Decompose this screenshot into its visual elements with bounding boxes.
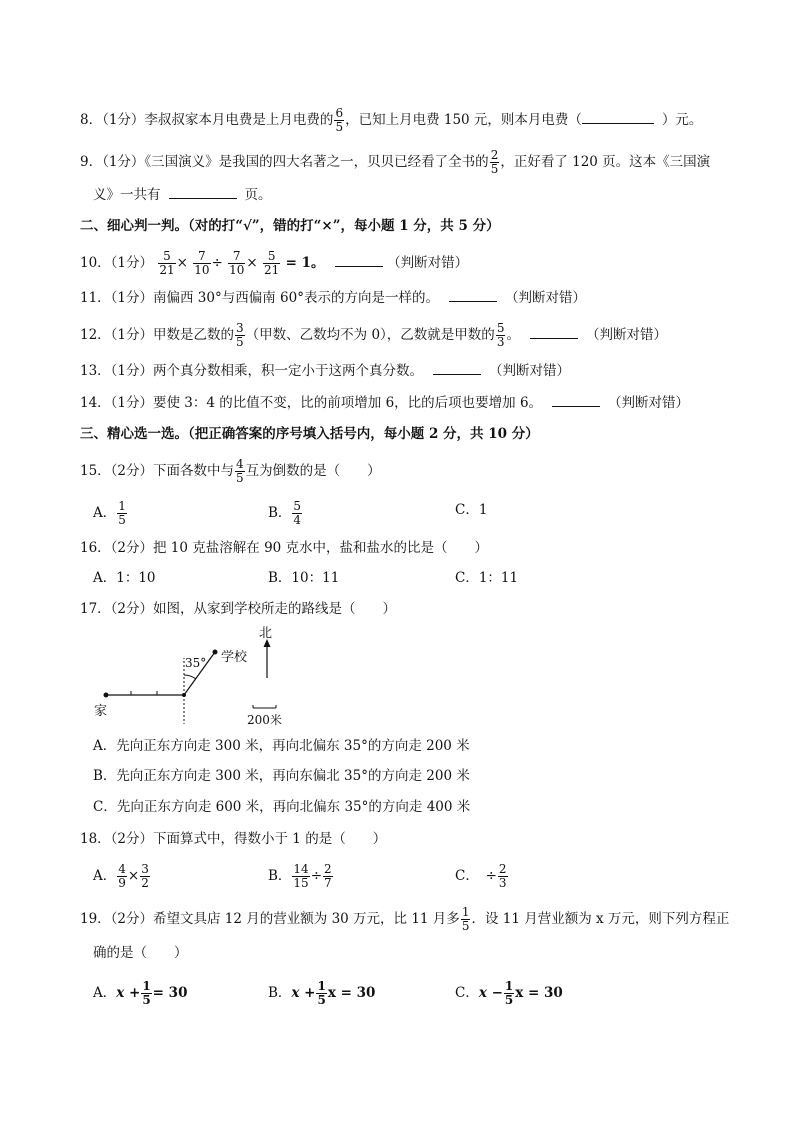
answer-blank[interactable] [335,252,383,267]
question-17: 17．（2分）如图，从家到学校所走的路线是（ ） [80,601,397,617]
q18-option-a[interactable]: A． $\frac{4}{9}$ × $\frac{3}{2}$ [93,862,149,890]
question-10: 10．（1分） $\frac{5}{21}$ × $\frac{7}{10}$ ÷ $\frac{7}{10}$ × $\frac{5}{21}$ = 1。 （判断对错） [80,249,469,277]
section-3-heading: 三、精心选一选。（把正确答案的序号填入括号内，每小题 2 分，共 10 分） [80,426,539,442]
question-19: 19．（2分）希望文具店 12 月的营业额为 30 万元，比 11 月多 $\frac{1}{5}$ ．设 11 月营业额为 x 万元，则下列方程正 [80,905,730,933]
q18-option-c[interactable]: C． ÷ $\frac{2}{3}$ [455,862,507,890]
school-label: 学校 [221,650,248,665]
fraction: $\frac{6}{5}$ [335,106,344,134]
answer-blank[interactable] [552,392,600,407]
question-18: 18．（2分）下面算式中，得数小于 1 的是（ ） [80,831,387,847]
angle-label: 35° [185,656,207,670]
question-11: 11．（1分）南偏西 30°与西偏南 60°表示的方向是一样的。 （判断对错） [80,287,586,308]
question-15: 15．（2分）下面各数中与 $\frac{4}{5}$ 互为倒数的是（ ） [80,457,381,485]
home-point [104,693,109,698]
q16-option-b[interactable]: B．10：11 [268,570,340,586]
school-point [213,650,218,655]
north-label: 北 [259,626,273,641]
q18-option-b[interactable]: B． $\frac{14}{15}$ ÷ $\frac{2}{7}$ [268,862,332,890]
question-19-line2: 确的是（ ） [93,945,188,961]
q19-option-a[interactable]: A．x + $\frac{1}{5}$ = 30 [93,979,188,1007]
scale-label: 200米 [247,713,282,727]
answer-blank[interactable] [433,360,481,375]
q17-option-a[interactable]: A．先向正东方向走 300 米，再向北偏东 35°的方向走 200 米 [93,738,470,754]
question-14: 14．（1分）要使 3：4 的比值不变，比的前项增加 6，比的后项也要增加 6。 （判断对错） [80,392,689,413]
q17-option-c[interactable]: C．先向正东方向走 600 米，再向北偏东 35°的方向走 400 米 [93,799,471,815]
section-2-heading: 二、细心判一判。（对的打“√”，错的打“×”，每小题 1 分，共 5 分） [80,218,500,234]
question-9: 9．（1分）《三国演义》是我国的四大名著之一，贝贝已经看了全书的 $\frac{2}{5}$ ，正好看了 120 页。这本《三国演 [80,148,711,176]
answer-blank[interactable] [582,109,654,124]
q19-option-c[interactable]: C．x − $\frac{1}{5}$ x = 30 [455,979,563,1007]
q16-option-a[interactable]: A．1：10 [93,570,156,586]
question-8: 8．（1分）李叔叔家本月电费是上月电费的 $\frac{6}{5}$ ，已知上月电费 150 元，则本月电费（ ）元。 [80,106,703,134]
question-9-line2: 义》一共有 页。 [93,184,272,205]
route-diagram [96,620,296,730]
q15-option-c[interactable]: C．1 [455,502,488,518]
answer-blank[interactable] [169,184,237,199]
q15-option-b[interactable]: B． $\frac{5}{4}$ [268,499,302,527]
q16-option-c[interactable]: C．1：11 [455,570,519,586]
q17-option-b[interactable]: B．先向正东方向走 300 米，再向东偏北 35°的方向走 200 米 [93,768,470,784]
question-13: 13．（1分）两个真分数相乘，积一定小于这两个真分数。 （判断对错） [80,360,570,381]
home-label: 家 [94,704,108,719]
answer-blank[interactable] [449,287,497,302]
q15-option-a[interactable]: A． $\frac{1}{5}$ [93,499,126,527]
question-16: 16．（2分）把 10 克盐溶解在 90 克水中，盐和盐水的比是（ ） [80,540,489,556]
fraction: $\frac{2}{5}$ [490,148,499,176]
q19-option-b[interactable]: B．x + $\frac{1}{5}$ x = 30 [268,979,376,1007]
answer-blank[interactable] [530,324,578,339]
question-12: 12．（1分）甲数是乙数的 $\frac{3}{5}$ （甲数、乙数均不为 0），乙数就是甲数的 $\frac{5}{3}$ 。 （判断对错） [80,321,667,349]
